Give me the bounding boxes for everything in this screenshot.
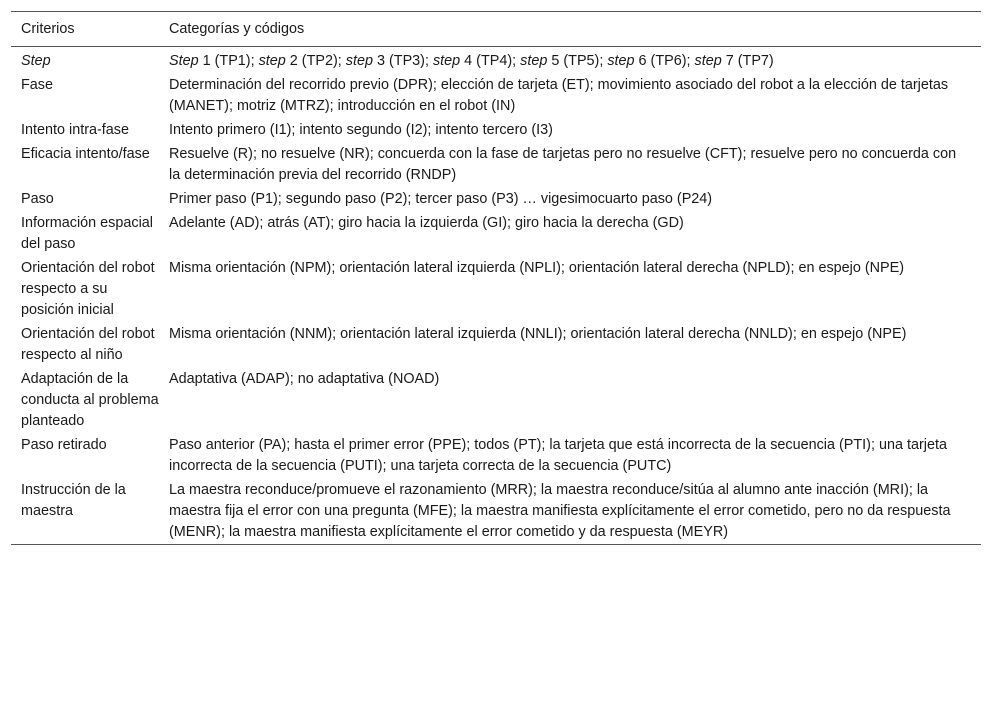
codes-cell: Resuelve (R); no resuelve (NR); concuerda con la fase de tarjetas pero no resuelve (CFT); resuelve pero no concuerda con la determinación previa del recorrido (RNDP): [169, 146, 957, 183]
codes-cell: Misma orientación (NPM); orientación lateral izquierda (NPLI); orientación lateral derecha (NPLD); en espejo (NPE): [169, 260, 905, 276]
step-code: 7 (TP7): [721, 53, 774, 69]
step-code: 5 (TP5);: [547, 53, 608, 69]
codes-cell: Misma orientación (NNM); orientación lateral izquierda (NNLI); orientación lateral derecha (NNLD); en espejo (NPE): [169, 326, 907, 342]
codes-cell: Intento primero (I1); intento segundo (I2); intento tercero (I3): [169, 122, 553, 138]
table-row: [11, 142, 981, 187]
table-row: [11, 47, 981, 74]
step-word: Step: [169, 53, 199, 69]
codes-cell: Primer paso (P1); segundo paso (P2); tercer paso (P3) … vigesimocuarto paso (P24): [169, 191, 713, 207]
table-row: [11, 118, 981, 142]
step-code: 6 (TP6);: [634, 53, 695, 69]
step-code: 3 (TP3);: [372, 53, 433, 69]
step-word: step: [520, 53, 548, 69]
step-word: step: [607, 53, 635, 69]
table-row: [11, 211, 981, 256]
criterion-cell: [11, 47, 169, 74]
criterion-cell: Eficacia intento/fase: [21, 146, 150, 162]
header-row: [11, 12, 981, 47]
criterion-cell: Intento intra-fase: [21, 122, 129, 138]
criterion-label: Step: [21, 53, 51, 69]
codes-cell: [169, 47, 981, 74]
criterion-cell: Información espacial del paso: [21, 215, 153, 252]
criterion-cell: Orientación del robot respecto al niño: [21, 326, 155, 363]
table-row: [11, 73, 981, 118]
step-code: 4 (TP4);: [460, 53, 521, 69]
table-body: [11, 47, 981, 545]
step-code: 1 (TP1);: [198, 53, 259, 69]
step-word: step: [432, 53, 461, 69]
criterion-cell: Orientación del robot respecto a su posición inicial: [21, 260, 155, 318]
codes-cell: Adaptativa (ADAP); no adaptativa (NOAD): [169, 371, 440, 387]
header-categorias: Categorías y códigos: [169, 21, 305, 37]
table-row: [11, 256, 981, 322]
codes-cell: Paso anterior (PA); hasta el primer error (PPE); todos (PT); la tarjeta que está incorrecta de la secuencia (PTI); una tarjeta incorrecta de la secuencia (PUTI); una tarjeta correcta de la secuencia (PUTC): [169, 437, 947, 474]
criteria-table: [11, 11, 981, 545]
header-criterios: Criterios: [21, 21, 75, 37]
step-word: step: [258, 53, 286, 69]
table-row: [11, 322, 981, 367]
criterion-cell: Paso retirado: [21, 437, 107, 453]
step-code: 2 (TP2);: [285, 53, 346, 69]
table-row: [11, 367, 981, 433]
table-row: [11, 433, 981, 478]
table-header: [11, 12, 981, 47]
criterion-cell: Fase: [21, 77, 53, 93]
criterion-cell: Adaptación de la conducta al problema planteado: [21, 371, 159, 429]
criterion-cell: Paso: [21, 191, 54, 207]
table-row: [11, 187, 981, 211]
codes-cell: Adelante (AD); atrás (AT); giro hacia la izquierda (GI); giro hacia la derecha (GD): [169, 215, 684, 231]
codes-cell: La maestra reconduce/promueve el razonamiento (MRR); la maestra reconduce/sitúa al alumno ante inacción (MRI); la maestra fija el error con una pregunta (MFE); la maestra manifiesta explícitamente el error cometido, pero no da respuesta (MENR); la maestra manifiesta explícitamente el error cometido y da respuesta (MEYR): [169, 482, 951, 540]
table-row: [11, 478, 981, 545]
step-word: step: [345, 53, 373, 69]
step-word: step: [694, 53, 722, 69]
codes-cell: Determinación del recorrido previo (DPR); elección de tarjeta (ET); movimiento asociado del robot a la elección de tarjetas (MANET); motriz (MTRZ); introducción en el robot (IN): [169, 77, 949, 114]
criterion-cell: Instrucción de la maestra: [21, 482, 126, 519]
